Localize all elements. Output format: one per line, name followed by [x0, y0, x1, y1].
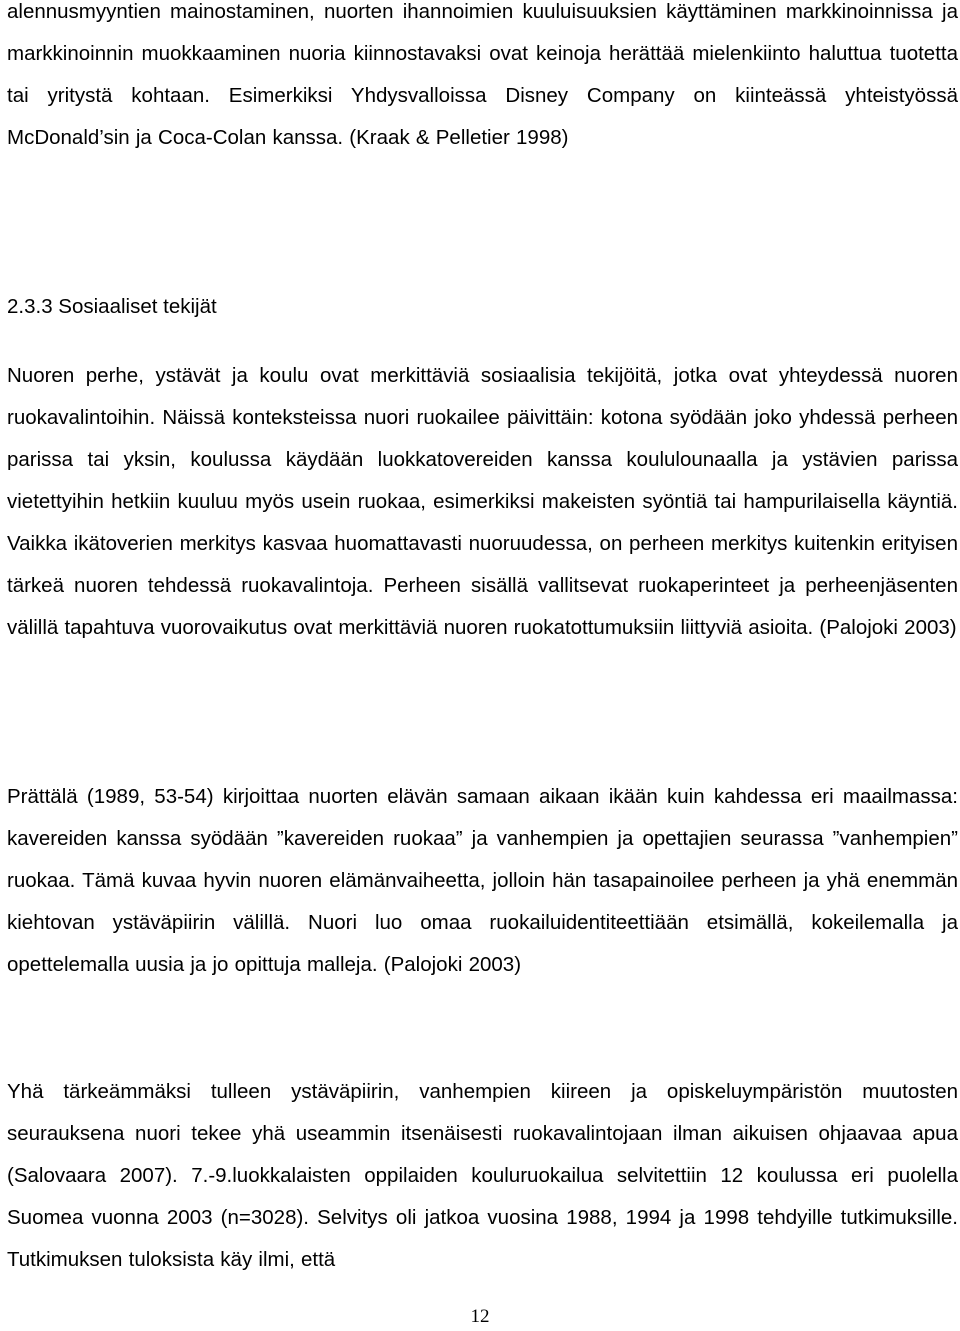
paragraph-marketing: alennusmyyntien mainostaminen, nuorten ihannoimien kuuluisuuksien käyttäminen markkinoinnissa ja markkinoinnin muokkaaminen nuoria kiinnostavaksi ovat keinoja herättää mielenkiinto haluttua tuotetta tai yritystä kohtaan. Esimerkiksi Yhdysvalloissa Disney Company on kiinteässä yhteistyössä McDonald’sin ja Coca-Colan kanssa. (Kraak & Pelletier 1998) [7, 0, 958, 149]
paragraph-social-factors: Nuoren perhe, ystävät ja koulu ovat merkittäviä sosiaalisia tekijöitä, jotka ovat yhteydessä nuoren ruokavalintoihin. Näissä konteksteissa nuori ruokailee päivittäin: kotona syödään joko yhdessä perheen parissa tai yksin, koulussa käydään luokkatovereiden kanssa koululounaalla ja ystävien parissa vietettyihin hetkiin kuuluu myös usein ruokaa, esimerkiksi makeisten syöntiä tai hampurilaisella käyntiä. Vaikka ikätoverien merkitys kasvaa huomattavasti nuoruudessa, on perheen merkitys kuitenkin erityisen tärkeä nuoren tehdessä ruokavalintoja. Perheen sisällä vallitsevat ruokaperinteet ja perheenjäsenten välillä tapahtuva vuorovaikutus ovat merkittäviä nuoren ruokatottumuksiin liittyviä asioita. (Palojoki 2003) [7, 364, 958, 639]
section-heading: 2.3.3 Sosiaaliset tekijät [7, 295, 217, 318]
paragraph-prattala: Prättälä (1989, 53-54) kirjoittaa nuorten elävän samaan aikaan ikään kuin kahdessa eri maailmassa: kavereiden kanssa syödään ”kavereiden ruokaa” ja vanhempien ja opettajien seurassa ”vanhempien” ruokaa. Tämä kuvaa hyvin nuoren elämänvaiheetta, jolloin hän tasapainoilee perheen ja yhä enemmän kiehtovan ystäväpiirin välillä. Nuori luo omaa ruokailuidentiteettiään etsimällä, kokeilemalla ja opettelemalla uusia ja jo opittuja malleja. (Palojoki 2003) [7, 785, 958, 976]
page-number: 12 [470, 1306, 490, 1327]
paragraph-peer-group: Yhä tärkeämmäksi tulleen ystäväpiirin, vanhempien kiireen ja opiskeluympäristön muutosten seurauksena nuori tekee yhä useammin itsenäisesti ruokavalintojaan ilman aikuisen ohjaavaa apua (Salovaara 2007). 7.-9.luokkalaisten oppilaiden kouluruokailua selvitettiin 12 koulussa eri puolella Suomea vuonna 2003 (n=3028). Selvitys oli jatkoa vuosina 1988, 1994 ja 1998 tehdyille tutkimuksille. Tutkimuksen tuloksista käy ilmi, että [7, 1080, 958, 1271]
